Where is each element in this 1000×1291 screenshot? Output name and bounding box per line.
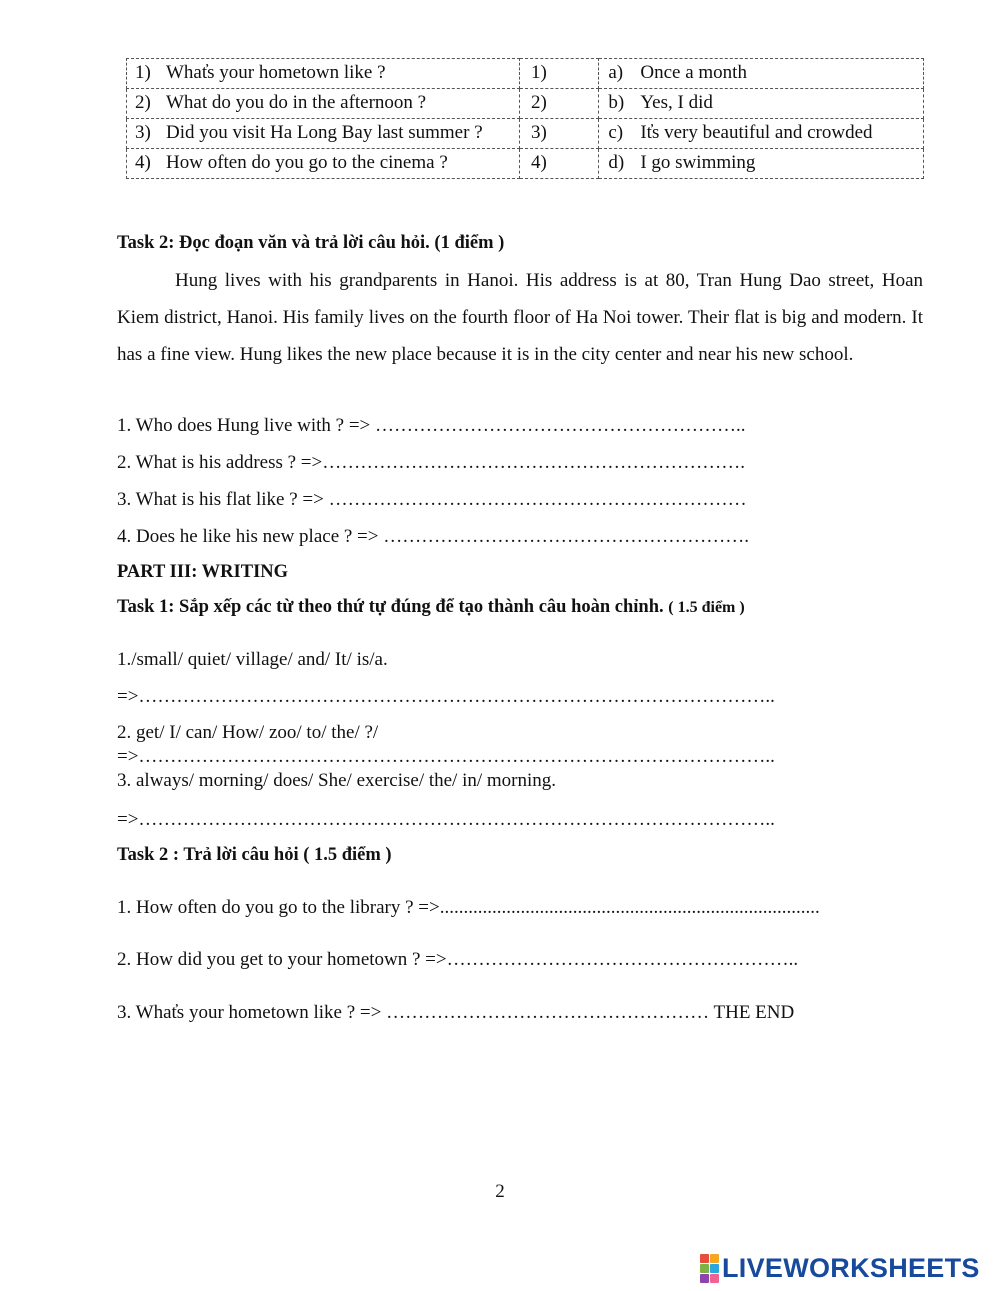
logo-text: LIVEWORKSHEETS xyxy=(722,1253,980,1283)
reorder-prompt-3: 3. always/ morning/ does/ She/ exercise/ the/ in/ morning. xyxy=(117,770,557,791)
reading-task-heading: Task 2: Đọc đoạn văn và trả lời câu hỏi. (1 điểm ) xyxy=(117,233,505,253)
page-number: 2 xyxy=(495,1181,505,1202)
reorder-prompt-1: 1./small/ quiet/ village/ and/ It/ is/a. xyxy=(117,649,388,670)
question-text: How often do you go to the cinema ? xyxy=(166,152,448,173)
answer-slot[interactable]: 2) xyxy=(519,89,598,119)
liveworksheets-logo xyxy=(700,1253,980,1284)
answer-slot[interactable]: 4) xyxy=(519,149,598,179)
table-row xyxy=(127,89,924,119)
answer-letter: d) xyxy=(608,152,625,173)
question-number: 2) xyxy=(135,92,151,113)
question-number: 3) xyxy=(135,122,151,143)
table-row xyxy=(127,59,924,89)
reading-passage: Hung lives with his grandparents in Hanoi. His address is at 80, Tran Hung Dao street, Hoan Kiem district, Hanoi. His family lives on the fourth floor of Ha Noi tower. Their flat is big and modern. It has a fine view. Hung likes the new place because it is in the city center and near his new school. xyxy=(117,270,923,365)
reorder-answer-3[interactable]: =>……………………………………………………………………………………….. xyxy=(117,809,775,830)
answer-question-3[interactable]: 3. What̓s your hometown like ? => …………………………………………… THE END xyxy=(117,1002,795,1023)
question-number: 4) xyxy=(135,152,151,173)
task1-points: ( 1.5 điểm ) xyxy=(668,599,745,616)
answer-slot[interactable]: 1) xyxy=(519,59,598,89)
answer-letter: c) xyxy=(608,122,624,143)
question-text: What̓s your hometown like ? xyxy=(166,62,386,83)
table-row xyxy=(127,119,924,149)
answer-question-2[interactable]: 2. How did you get to your hometown ? =>……………………………………………….. xyxy=(117,949,799,970)
question-number: 1) xyxy=(135,62,151,83)
reorder-answer-1[interactable]: =>……………………………………………………………………………………….. xyxy=(117,686,775,707)
answer-slot[interactable]: 3) xyxy=(519,119,598,149)
reading-question-2[interactable]: 2. What is his address ? =>…………………………………………………………. xyxy=(117,452,745,473)
answer-text: It̓s very beautiful and crowded xyxy=(640,122,873,143)
question-text: Did you visit Ha Long Bay last summer ? xyxy=(166,122,483,143)
table-row xyxy=(127,149,924,179)
answer-text: Once a month xyxy=(640,62,747,83)
reorder-answer-2[interactable]: =>……………………………………………………………………………………….. xyxy=(117,746,775,767)
question-text: What do you do in the afternoon ? xyxy=(166,92,427,113)
reading-question-1[interactable]: 1. Who does Hung live with ? => ………………………………………………….. xyxy=(117,415,746,436)
writing-task1-heading: Task 1: Sắp xếp các từ theo thứ tự đúng để tạo thành câu hoàn chỉnh. ( 1.5 điểm ) xyxy=(117,597,745,617)
logo-blocks-icon xyxy=(700,1254,719,1283)
answer-letter: b) xyxy=(608,92,625,113)
answer-letter: a) xyxy=(608,62,624,83)
writing-task2-heading: Task 2 : Trả lời câu hỏi ( 1.5 điểm ) xyxy=(117,845,392,865)
reading-question-3[interactable]: 3. What is his flat like ? => ………………………………………………………… xyxy=(117,489,747,510)
reading-question-4[interactable]: 4. Does he like his new place ? => …………………………………………………. xyxy=(117,526,749,547)
answer-text: I go swimming xyxy=(640,152,756,173)
part-heading: PART III: WRITING xyxy=(117,562,289,582)
answer-text: Yes, I did xyxy=(640,92,713,113)
matching-table xyxy=(126,58,924,179)
answer-question-1[interactable]: 1. How often do you go to the library ? =>................................................................................ xyxy=(117,897,820,918)
reorder-prompt-2: 2. get/ I/ can/ How/ zoo/ to/ the/ ?/ xyxy=(117,722,379,743)
